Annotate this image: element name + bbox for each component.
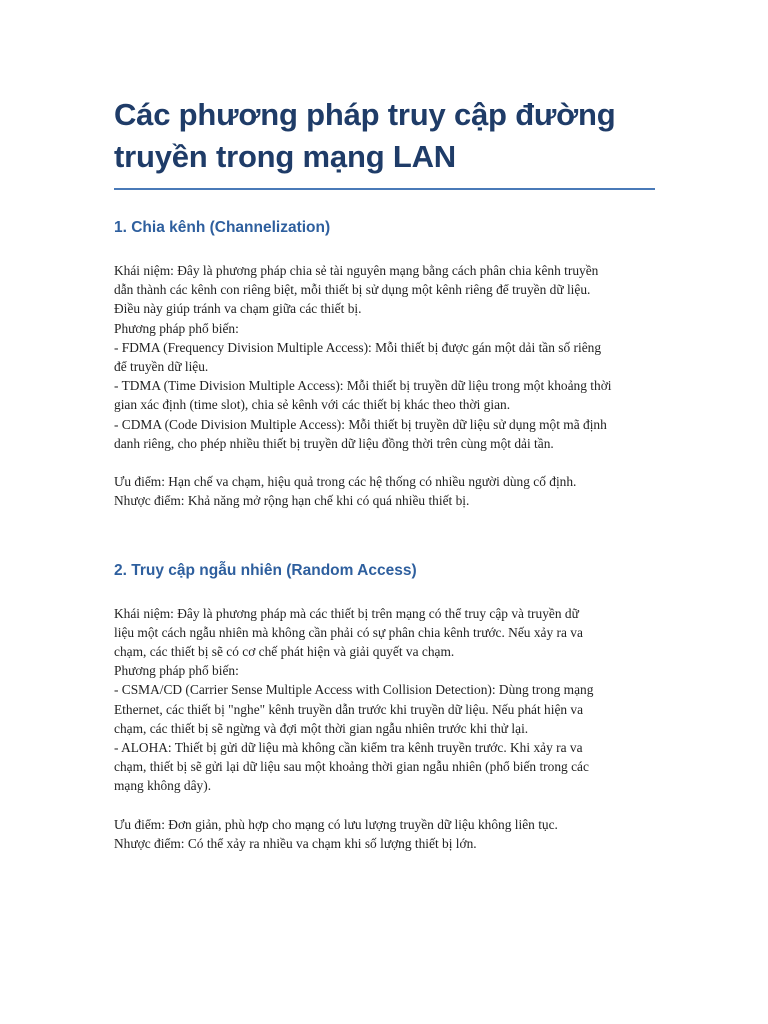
body-line: Khái niệm: Đây là phương pháp mà các thiết bị trên mạng có thể truy cập và truyền dữ bbox=[114, 605, 579, 621]
section-random-access bbox=[114, 561, 656, 854]
section-heading: 1. Chia kênh (Channelization) bbox=[114, 219, 331, 236]
body-line: - FDMA (Frequency Division Multiple Access): Mỗi thiết bị được gán một dải tần số riêng bbox=[114, 339, 602, 355]
body-line: - CDMA (Code Division Multiple Access): Mỗi thiết bị truyền dữ liệu sử dụng một mã định bbox=[114, 416, 607, 432]
body-line: Ethernet, các thiết bị "nghe" kênh truyền dẫn trước khi truyền dữ liệu. Nếu phát hiện va bbox=[114, 701, 584, 717]
body-line: gian xác định (time slot), chia sẻ kênh với các thiết bị khác theo thời gian. bbox=[114, 397, 511, 413]
pros-line: Ưu điểm: Hạn chế va chạm, hiệu quả trong các hệ thống có nhiều người dùng cố định. bbox=[114, 474, 577, 490]
body-line: Điều này giúp tránh va chạm giữa các thiết bị. bbox=[114, 301, 362, 317]
section-heading: 2. Truy cập ngẫu nhiên (Random Access) bbox=[114, 561, 417, 579]
section-body bbox=[114, 604, 656, 796]
body-line: - CSMA/CD (Carrier Sense Multiple Access with Collision Detection): Dùng trong mạng bbox=[114, 682, 594, 698]
body-line: Khái niệm: Đây là phương pháp chia sẻ tài nguyên mạng bằng cách phân chia kênh truyền bbox=[114, 263, 599, 278]
body-line: Phương pháp phổ biến: bbox=[114, 320, 239, 336]
section-channelization bbox=[114, 218, 656, 511]
body-line: chạm, thiết bị sẽ gửi lại dữ liệu sau một khoảng thời gian ngẫu nhiên (phổ biến trong các bbox=[114, 759, 589, 775]
cons-line: Nhược điểm: Khả năng mở rộng hạn chế khi có quá nhiều thiết bị. bbox=[114, 493, 470, 509]
body-line: - ALOHA: Thiết bị gửi dữ liệu mà không cần kiểm tra kênh truyền trước. Khi xảy ra va bbox=[114, 740, 583, 756]
body-line: - TDMA (Time Division Multiple Access): Mỗi thiết bị truyền dữ liệu trong một khoảng thời bbox=[114, 378, 612, 394]
section-body bbox=[114, 261, 656, 453]
document-title-line: Các phương pháp truy cập đường bbox=[114, 97, 616, 132]
body-line: chạm, các thiết bị sẽ ngừng và đợi một thời gian ngẫu nhiên trước khi thử lại. bbox=[114, 720, 529, 736]
body-line: dẫn thành các kênh con riêng biệt, mỗi thiết bị sử dụng một kênh riêng để truyền dữ liệu. bbox=[114, 282, 591, 298]
body-line: danh riêng, cho phép nhiều thiết bị truyền dữ liệu đồng thời trên cùng một dải tần. bbox=[114, 435, 554, 451]
body-line: liệu một cách ngẫu nhiên mà không cần phải có sự phân chia kênh trước. Nếu xảy ra va bbox=[114, 624, 583, 640]
pros-cons bbox=[114, 815, 656, 853]
pros-line: Ưu điểm: Đơn giản, phù hợp cho mạng có lưu lượng truyền dữ liệu không liên tục. bbox=[114, 816, 558, 832]
body-line: chạm, các thiết bị sẽ có cơ chế phát hiện và giải quyết va chạm. bbox=[114, 644, 455, 660]
cons-line: Nhược điểm: Có thể xảy ra nhiều va chạm khi số lượng thiết bị lớn. bbox=[114, 836, 477, 852]
pros-cons bbox=[114, 472, 656, 510]
document-title-line: truyền trong mạng LAN bbox=[114, 139, 456, 174]
body-line: mạng không dây). bbox=[114, 778, 212, 794]
document-page bbox=[114, 94, 656, 853]
body-line: để truyền dữ liệu. bbox=[114, 359, 209, 375]
title-divider bbox=[114, 188, 655, 190]
document-title bbox=[114, 94, 656, 188]
body-line: Phương pháp phổ biến: bbox=[114, 663, 239, 679]
